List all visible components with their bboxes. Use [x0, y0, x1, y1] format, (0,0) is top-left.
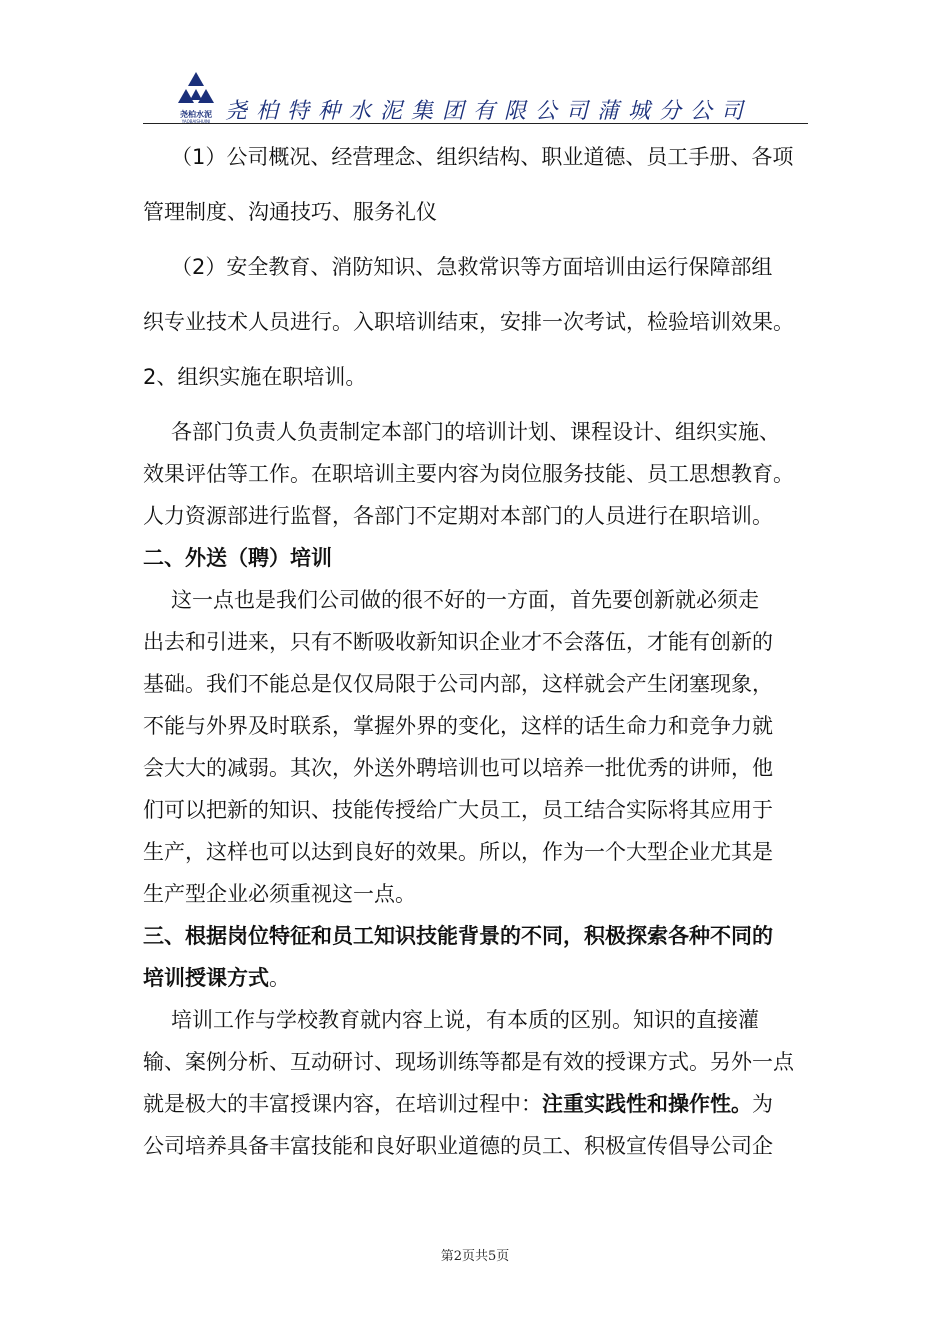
company-logo [171, 70, 221, 126]
paragraph-line: （2）安全教育、消防知识、急救常识等方面培训由运行保障部组 [171, 255, 773, 279]
section-heading: 三、根据岗位特征和员工知识技能背景的不同，积极探索各种不同的 [143, 924, 773, 948]
logo-text: 尧柏水泥 [180, 110, 212, 119]
section-heading: 二、外送（聘）培训 [143, 546, 332, 570]
paragraph-line: 织专业技术人员进行。入职培训结束，安排一次考试，检验培训效果。 [143, 310, 794, 334]
header-rule [143, 123, 808, 124]
paragraph-line: 这一点也是我们公司做的很不好的一方面，首先要创新就必须走 [171, 588, 759, 612]
text-run: 为 [752, 1092, 773, 1116]
paragraph-line: 人力资源部进行监督，各部门不定期对本部门的人员进行在职培训。 [143, 504, 773, 528]
paragraph-line: 基础。我们不能总是仅仅局限于公司内部，这样就会产生闭塞现象， [143, 672, 773, 696]
emphasis-text: 注重实践性和操作性。 [542, 1092, 752, 1116]
paragraph-line: 管理制度、沟通技巧、服务礼仪 [143, 200, 437, 224]
triangle-logo-icon [171, 70, 221, 110]
paragraph-line: 生产型企业必须重视这一点。 [143, 882, 416, 906]
logo-subtext: YAOBAISHUINI [181, 119, 211, 124]
heading-text: 培训授课方式 [143, 966, 269, 990]
document-body [143, 130, 813, 1167]
paragraph-line: 输、案例分析、互动研讨、现场训练等都是有效的授课方式。另外一点 [143, 1050, 794, 1074]
page-header [143, 60, 808, 126]
section-heading: 2、组织实施在职培训。 [143, 365, 367, 389]
paragraph-line: （1）公司概况、经营理念、组织结构、职业道德、员工手册、各项 [171, 145, 794, 169]
paragraph-line: 公司培养具备丰富技能和良好职业道德的员工、积极宣传倡导公司企 [143, 1134, 773, 1158]
paragraph-line: 效果评估等工作。在职培训主要内容为岗位服务技能、员工思想教育。 [143, 462, 794, 486]
section-heading [143, 957, 813, 999]
paragraph-line [143, 1083, 813, 1125]
paragraph-line: 出去和引进来，只有不断吸收新知识企业才不会落伍，才能有创新的 [143, 630, 773, 654]
paragraph-line: 们可以把新的知识、技能传授给广大员工，员工结合实际将其应用于 [143, 798, 773, 822]
heading-punct: 。 [269, 966, 290, 990]
page-number: 第2页共5页 [440, 1249, 510, 1264]
paragraph-line: 培训工作与学校教育就内容上说，有本质的区别。知识的直接灌 [171, 1008, 759, 1032]
paragraph-line: 会大大的减弱。其次，外送外聘培训也可以培养一批优秀的讲师，他 [143, 756, 773, 780]
paragraph-line: 生产，这样也可以达到良好的效果。所以，作为一个大型企业尤其是 [143, 840, 773, 864]
paragraph-line: 不能与外界及时联系，掌握外界的变化，这样的话生命力和竞争力就 [143, 714, 773, 738]
company-name: 尧柏特种水泥集团有限公司蒲城分公司 [225, 99, 753, 124]
paragraph-line: 各部门负责人负责制定本部门的培训计划、课程设计、组织实施、 [171, 420, 780, 444]
text-run: 就是极大的丰富授课内容，在培训过程中： [143, 1092, 542, 1116]
